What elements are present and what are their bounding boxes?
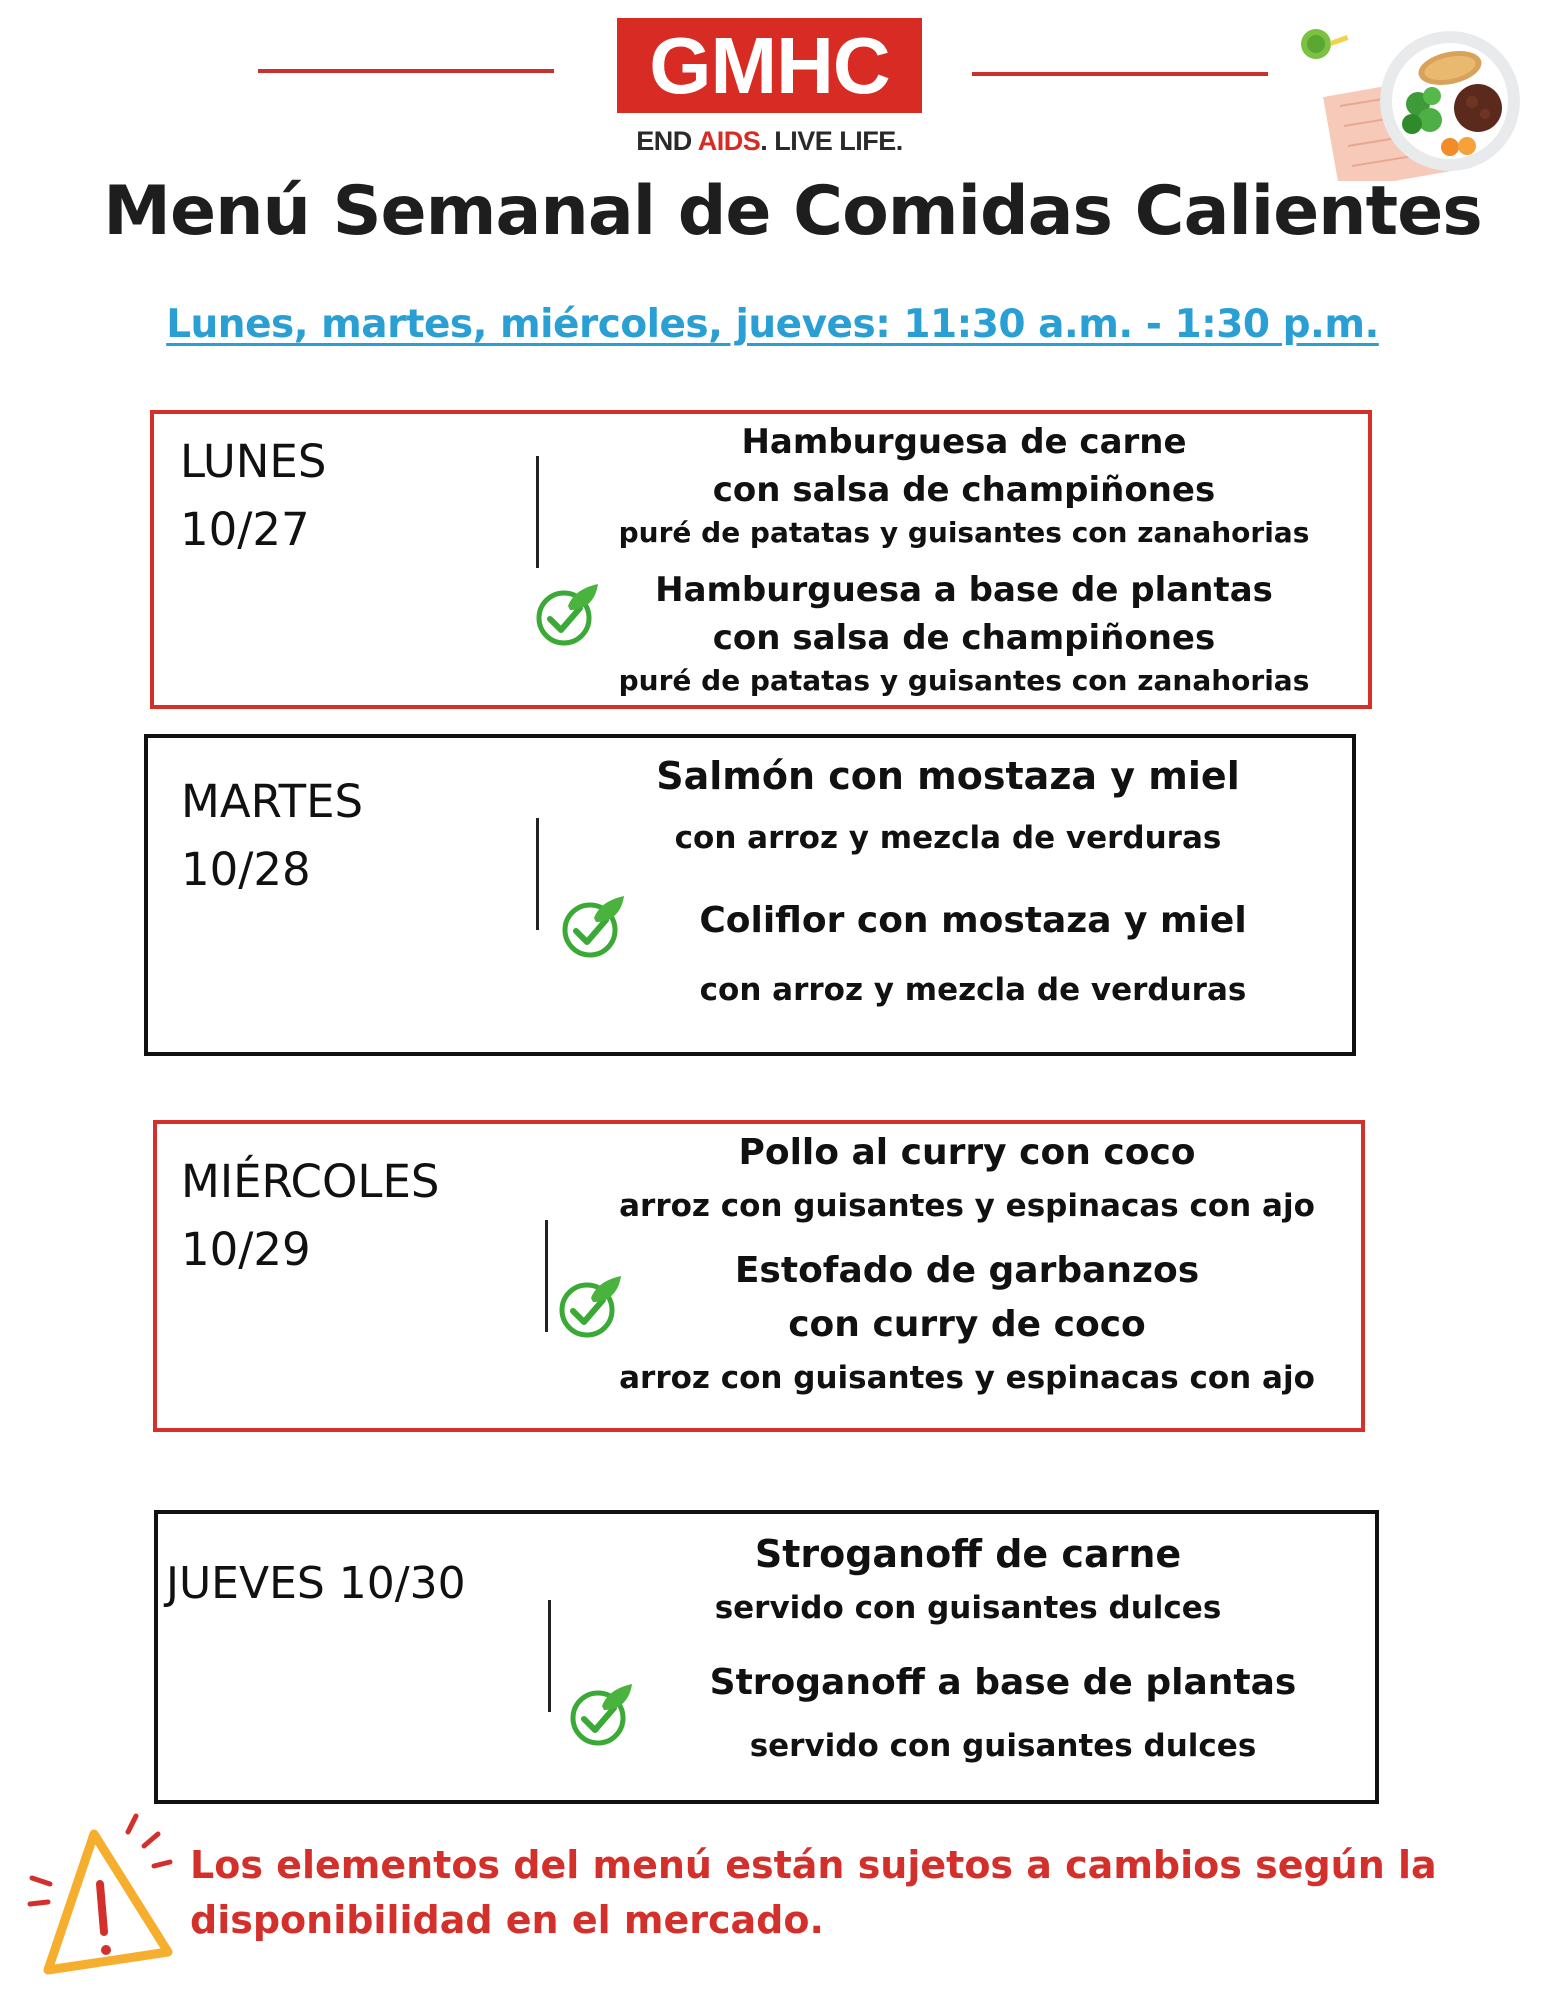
- dish-sides: con arroz y mezcla de verduras: [699, 972, 1247, 1008]
- plate-of-food-icon: [1300, 16, 1520, 181]
- day-card-martes: [144, 734, 1356, 1056]
- day-name: MARTES: [181, 775, 364, 828]
- dish-sauce: con curry de coco: [788, 1304, 1146, 1345]
- tagline-part2: . LIVE LIFE.: [760, 126, 903, 156]
- divider: [536, 818, 539, 930]
- header-rule-right: [972, 72, 1268, 76]
- tagline-part1: END: [636, 126, 698, 156]
- dish-sides: con arroz y mezcla de verduras: [674, 820, 1222, 856]
- meat-dish: [554, 414, 1374, 564]
- dish-name: Salmón con mostaza y miel: [656, 754, 1240, 798]
- service-hours: Lunes, martes, miércoles, jueves: 11:30 a.m. - 1:30 p.m.: [166, 302, 1379, 347]
- dish-name: Coliflor con mostaza y miel: [699, 900, 1247, 941]
- vegetarian-dish: [588, 888, 1358, 1048]
- dish-name: Stroganoff de carne: [754, 1532, 1182, 1576]
- day-date: 10/27: [180, 503, 310, 556]
- header-rule-left: [258, 69, 554, 73]
- dish-sides: servido con guisantes dulces: [749, 1728, 1257, 1764]
- dish-name: Stroganoff a base de plantas: [709, 1662, 1297, 1703]
- day-name: LUNES: [180, 435, 327, 488]
- meat-dish: [578, 1514, 1358, 1644]
- day-date: 10/28: [181, 843, 311, 896]
- day-date: 10/29: [181, 1223, 311, 1276]
- tagline: [617, 126, 922, 157]
- day-name: JUEVES 10/30: [166, 1558, 466, 1609]
- dish-name: Hamburguesa a base de plantas: [655, 570, 1273, 610]
- day-card-lunes: [150, 410, 1372, 709]
- dish-sides: arroz con guisantes y espinacas con ajo: [619, 1188, 1315, 1224]
- dish-name: Pollo al curry con coco: [738, 1132, 1196, 1173]
- dish-sides: servido con guisantes dulces: [714, 1590, 1222, 1626]
- vegetarian-dish: [648, 1644, 1358, 1794]
- dish-sauce: con salsa de champiñones: [712, 618, 1216, 658]
- meat-dish: [577, 1124, 1357, 1234]
- dish-sides: puré de patatas y guisantes con zanahorias: [618, 516, 1310, 549]
- day-card-jueves: [154, 1510, 1379, 1804]
- vegetarian-dish: [554, 564, 1374, 704]
- dish-sauce: con salsa de champiñones: [712, 470, 1216, 510]
- menu-change-warning: Los elementos del menú están sujetos a cambios según la disponibilidad en el mercado.: [190, 1843, 1437, 1942]
- logo-text: GMHC: [649, 21, 890, 110]
- dish-name: Estofado de garbanzos: [734, 1250, 1200, 1291]
- divider: [548, 1600, 551, 1712]
- divider: [536, 456, 539, 568]
- divider: [545, 1220, 548, 1332]
- page-title: Menú Semanal de Comidas Calientes: [103, 172, 1482, 251]
- dish-sides: puré de patatas y guisantes con zanahorias: [618, 664, 1310, 697]
- meat-dish: [548, 738, 1348, 888]
- gmhc-logo: [617, 18, 922, 113]
- day-card-miercoles: [153, 1120, 1365, 1432]
- tagline-highlight: AIDS: [697, 126, 761, 156]
- warning-triangle-icon: [20, 1812, 185, 1982]
- dish-name: Hamburguesa de carne: [741, 422, 1187, 462]
- day-name: MIÉRCOLES: [181, 1155, 440, 1208]
- leaf-checkmark-icon: [568, 1682, 634, 1748]
- vegetarian-dish: [577, 1236, 1357, 1426]
- dish-sides: arroz con guisantes y espinacas con ajo: [619, 1360, 1315, 1396]
